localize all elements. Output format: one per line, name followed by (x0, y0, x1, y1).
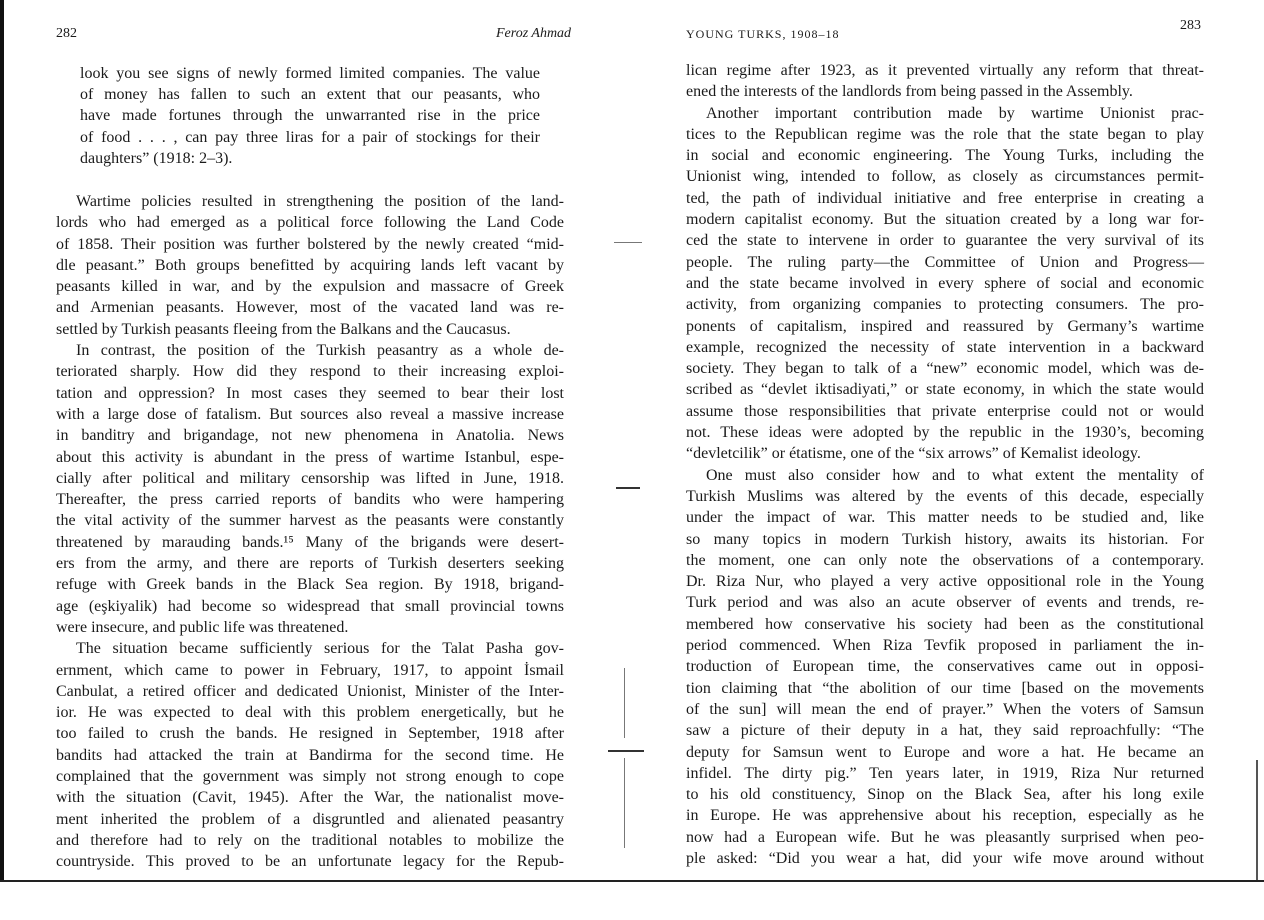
text-line: so many topics in modern Turkish history, awaits its historian. For (686, 530, 1204, 548)
text-line: Thereafter, the press carried reports of bandits who were hampering (56, 491, 564, 509)
text-line: the vital activity of the summer harvest as the peasants were constantly (56, 512, 564, 530)
text-line: membered how conservative his society had been as the constitutional (686, 615, 1204, 633)
text-line: now had a European wife. But he was pleasantly surprised when peo- (686, 828, 1204, 846)
text-line: ted, the path of individual initiative and free enterprise in creating a (686, 189, 1204, 207)
text-line: about this activity is abundant in the press of wartime Istanbul, espe- (56, 448, 564, 466)
text-line: activity, from organizing companies to protecting consumers. The pro- (686, 296, 1204, 314)
quote-line: look you see signs of newly formed limited companies. The value (80, 65, 540, 82)
right-running-head: YOUNG TURKS, 1908–18 (686, 27, 840, 41)
right-page (630, 0, 1264, 880)
quote-line: have made fortunes through the unwarranted rise in the price (80, 107, 540, 125)
text-line: were insecure, and public life was threatened. (56, 618, 349, 636)
text-line: Another important contribution made by wartime Unionist prac- (706, 104, 1204, 122)
text-line: the moment, one can only note the observations of a contemporary. (686, 551, 1204, 569)
text-line: In contrast, the position of the Turkish peasantry as a whole de- (76, 342, 564, 360)
gutter-mark (624, 668, 625, 738)
text-line: ple asked: “Did you wear a hat, did your wife move around without (686, 849, 1204, 867)
text-line: refuge with Greek bands in the Black Sea region. By 1918, brigand- (56, 576, 564, 594)
page-edge-right (1256, 760, 1258, 880)
left-page (0, 0, 630, 880)
text-line: tion claiming that “the abolition of our time [based on the movements (686, 679, 1204, 697)
text-line: to his old constituency, Sinop on the Black Sea, after his long exile (686, 786, 1204, 804)
text-line: age (eşkiyalik) had become so widespread that small provincial towns (56, 597, 564, 615)
left-running-head: Feroz Ahmad (496, 26, 572, 41)
quote-line: daughters” (1918: 2–3). (80, 149, 233, 167)
block-quote (80, 63, 540, 169)
text-line: and the state became involved in every sphere of social and economic (686, 274, 1204, 292)
text-line: lords who had emerged as a political force following the Land Code (56, 214, 564, 232)
text-line: Canbulat, a retired officer and dedicated Unionist, Minister of the Inter- (56, 682, 564, 700)
text-line: bandits had attacked the train at Bandirma for the second time. He (56, 746, 564, 764)
text-line: Dr. Riza Nur, who played a very active oppositional role in the Young (686, 573, 1204, 591)
text-line: cially after political and military censorship was lifted in June, 1918. (56, 469, 564, 487)
text-line: “devletcilik” or étatisme, one of the “six arrows” of Kemalist ideology. (686, 445, 1141, 463)
text-line: society. They began to talk of a “new” economic model, which was de- (686, 360, 1204, 378)
text-line: teriorated sharply. How did they respond to their increasing exploi- (56, 363, 564, 381)
text-line: Turkish Muslims was altered by the events of this decade, especially (686, 487, 1204, 505)
text-line: countryside. This proved to be an unfortunate legacy for the Repub- (56, 853, 564, 871)
text-line: not. These ideas were adopted by the republic in the 1930’s, becoming (686, 424, 1204, 442)
text-line: and therefore had to rely on the traditional notables to mobilize the (56, 831, 564, 849)
text-line: complained that the government was simply not strong enough to cope (56, 768, 564, 786)
text-line: modern capitalist economy. But the situation created by a long war for- (686, 211, 1204, 229)
text-line: example, recognized the necessity of state intervention in a backward (686, 338, 1204, 356)
gutter-mark (624, 758, 625, 848)
text-line: Turk period and was also an acute observer of events and trends, re- (686, 594, 1204, 612)
text-line: troduction of European time, the conservatives came out in opposi- (686, 658, 1204, 676)
text-line: ers from the army, and there are reports of Turkish deserters seeking (56, 555, 564, 573)
text-line: assume those responsibilities that private enterprise could not or would (686, 402, 1204, 420)
text-line: Wartime policies resulted in strengthening the position of the land- (76, 193, 564, 210)
text-line: settled by Turkish peasants fleeing from the Balkans and the Caucasus. (56, 320, 511, 338)
text-line: in banditry and brigandage, not new phenomena in Anatolia. News (56, 427, 564, 445)
text-line: Unionist wing, intended to follow, as closely as circumstances permit- (686, 168, 1204, 186)
text-line: The situation became sufficiently serious for the Talat Pasha gov- (76, 640, 564, 658)
text-line: ced the state to intervene in order to guarantee the very survival of its (686, 232, 1204, 250)
text-line: threatened by marauding bands.¹⁵ Many of the brigands were desert- (56, 533, 564, 551)
text-line: ior. He was expected to deal with this problem energetically, but he (56, 704, 564, 722)
text-line: dle peasant.” Both groups benefitted by acquiring lands left vacant by (56, 256, 564, 274)
text-line: of the sun] will mean the end of prayer.” When the voters of Samsun (686, 700, 1204, 718)
text-line: with the situation (Cavit, 1945). After the War, the nationalist move- (56, 789, 564, 807)
quote-line: of food . . . , can pay three liras for a pair of stockings for their (80, 128, 540, 146)
left-body-text (56, 191, 564, 873)
text-line: ened the interests of the landlords from being passed in the Assembly. (686, 83, 1133, 101)
text-line: peasants killed in war, and by the expulsion and massacre of Greek (56, 278, 564, 296)
text-line: tices to the Republican regime was the role that the state began to play (686, 125, 1204, 143)
text-line: of 1858. Their position was further bolstered by the newly created “mid- (56, 235, 564, 253)
text-line: people. The ruling party—the Committee of Union and Progress— (686, 253, 1204, 271)
text-line: scribed as “devlet iktisadiyati,” or state economy, in which the state would (686, 381, 1204, 399)
left-page-number: 282 (56, 26, 77, 41)
scan-bottom-edge (0, 880, 1264, 920)
text-line: lican regime after 1923, as it prevented virtually any reform that threat- (686, 62, 1204, 79)
text-line: deputy for Samsun went to Europe and wore a hat. He became an (686, 743, 1204, 761)
text-line: and Armenian peasants. However, most of the vacated land was re- (56, 299, 564, 317)
text-line: too failed to crush the bands. He resigned in September, 1918 after (56, 725, 564, 743)
text-line: ponents of capitalism, inspired and reassured by Germany’s wartime (686, 317, 1204, 335)
text-line: saw a picture of their deputy in a hat, they said reproachfully: “The (686, 722, 1204, 740)
right-page-number: 283 (1180, 18, 1201, 33)
quote-line: of money has fallen to such an extent that our peasants, who (80, 86, 540, 104)
text-line: ernment, which came to power in February, 1917, to appoint İsmail (56, 661, 564, 679)
text-line: infidel. The dirty pig.” Ten years later, in 1919, Riza Nur returned (686, 764, 1204, 782)
text-line: with a large dose of fatalism. But sources also reveal a massive increase (56, 405, 564, 423)
text-line: period commenced. When Riza Tevfik proposed in parliament the in- (686, 637, 1204, 655)
text-line: under the impact of war. This matter needs to be studied and, like (686, 509, 1204, 527)
text-line: tation and oppression? In most cases they seemed to bear their lost (56, 384, 564, 402)
text-line: in Europe. He was apprehensive about his reception, especially as he (686, 807, 1204, 825)
right-body-text (686, 60, 1204, 869)
text-line: in social and economic engineering. The Young Turks, including the (686, 147, 1204, 165)
text-line: ment inherited the problem of a disgruntled and alienated peasantry (56, 810, 564, 828)
text-line: One must also consider how and to what extent the mentality of (706, 466, 1204, 484)
